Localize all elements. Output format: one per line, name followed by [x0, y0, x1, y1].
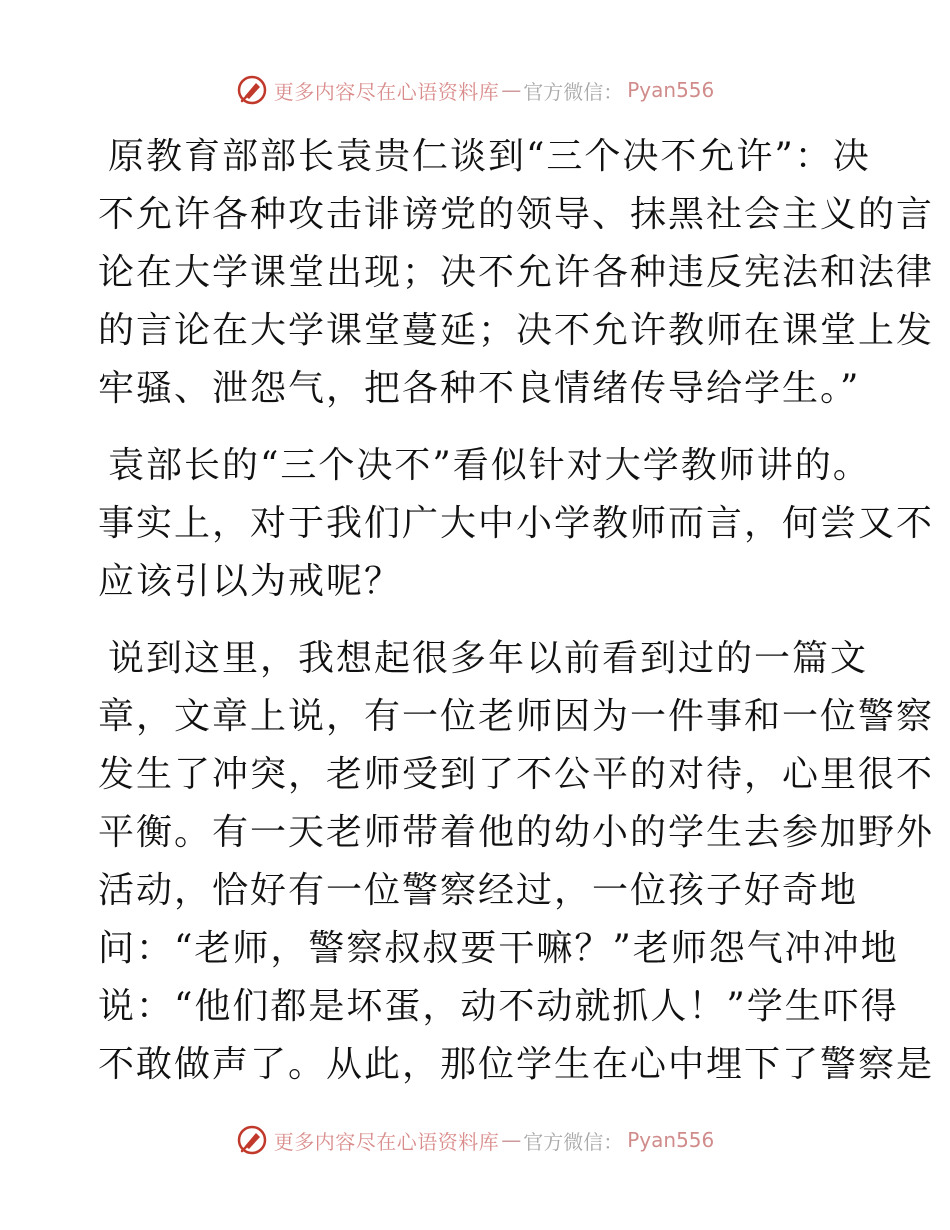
document-body [98, 128, 935, 1113]
text-line: 事实上，对于我们广大中小学教师而言，何尝又不 [98, 503, 935, 544]
text-line: 的言论在大学课堂蔓延；决不允许教师在课堂上发 [98, 310, 935, 351]
pen-nib-seal-icon [236, 1124, 268, 1156]
banner-separator: — [501, 78, 522, 102]
banner-wechat-id: Pyan556 [627, 78, 715, 102]
text-line: 发生了冲突，老师受到了不公平的对待，心里很不 [98, 754, 935, 795]
text-line: 活动，恰好有一位警察经过，一位孩子好奇地 [98, 870, 859, 911]
text-line: 说：“他们都是坏蛋，动不动就抓人！”学生吓得 [98, 986, 899, 1027]
banner-main-text: 更多内容尽在心语资料库 [273, 79, 500, 104]
paragraph-1 [98, 128, 935, 418]
footer-watermark-banner [0, 1122, 950, 1158]
text-line: 不敢做声了。从此，那位学生在心中埋下了警察是 [98, 1044, 935, 1085]
banner-wechat-id: Pyan556 [627, 1128, 715, 1152]
text-line: 论在大学课堂出现；决不允许各种违反宪法和法律 [98, 252, 935, 293]
text-line: 原教育部部长袁贵仁谈到“三个决不允许”：决 [108, 136, 871, 177]
text-line: 应该引以为戒呢？ [98, 561, 403, 602]
banner-wechat-label: 官方微信： [523, 1129, 624, 1154]
banner-separator: — [501, 1128, 522, 1152]
text-line: 牢骚、泄怨气，把各种不良情绪传导给学生。” [98, 368, 861, 409]
text-line: 章，文章上说，有一位老师因为一件事和一位警察 [98, 696, 935, 737]
banner-main-text: 更多内容尽在心语资料库 [273, 1129, 500, 1154]
header-watermark-banner [0, 72, 950, 108]
text-line: 不允许各种攻击诽谤党的领导、抹黑社会主义的言 [98, 194, 935, 235]
text-line: 袁部长的“三个决不”看似针对大学教师讲的。 [108, 445, 871, 486]
text-line: 平衡。有一天老师带着他的幼小的学生去参加野外 [98, 812, 935, 853]
paragraph-3 [98, 630, 935, 1094]
paragraph-2 [98, 437, 935, 611]
text-line: 说到这里，我想起很多年以前看到过的一篇文 [108, 638, 869, 679]
pen-nib-seal-icon [236, 74, 268, 106]
banner-wechat-label: 官方微信： [523, 79, 624, 104]
text-line: 问：“老师，警察叔叔要干嘛？”老师怨气冲冲地 [98, 928, 899, 969]
